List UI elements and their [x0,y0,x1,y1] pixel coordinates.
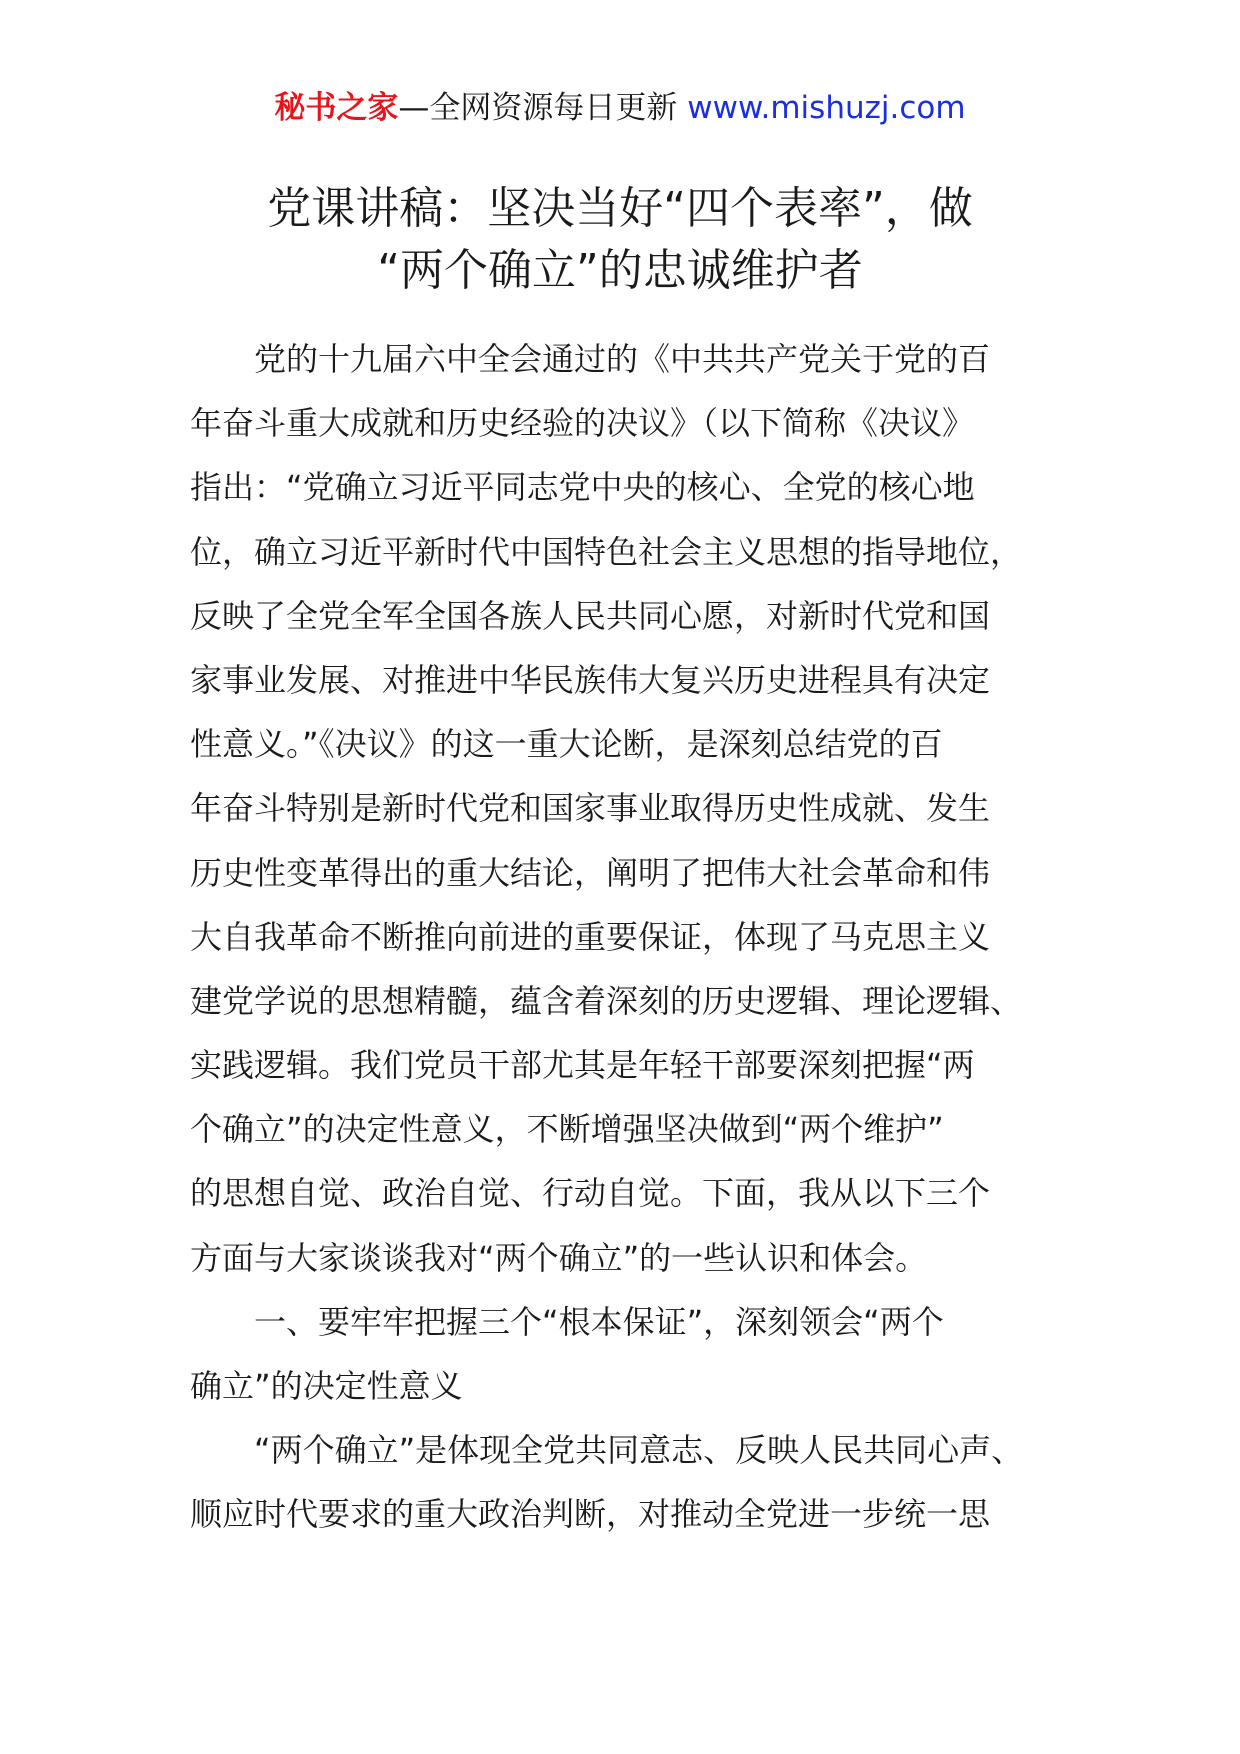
paragraph-line: 的思想自觉、政治自觉、行动自觉。下面，我从以下三个 [190,1174,991,1213]
paragraph-line: 性意义。”《决议》的这一重大论断，是深刻总结党的百 [190,725,943,764]
paragraph-line: 历史性变革得出的重大结论，阐明了把伟大社会革命和伟 [190,853,991,892]
section-heading-line: 确立”的决定性意义 [190,1367,463,1405]
site-header [0,86,1240,130]
title-line-1: 党课讲稿：坚决当好“四个表率”，做 [267,183,973,234]
paragraph-line: 指出：“党确立习近平同志党中央的核心、全党的核心地 [190,468,975,507]
paragraph-line: 党的十九届六中全会通过的《中共共产党关于党的百 [254,340,991,378]
document-title [190,178,1050,302]
site-url-link[interactable]: www.mishuzj.com [687,90,966,126]
paragraph-line: 大自我革命不断推向前进的重要保证，体现了马克思主义 [190,917,991,956]
paragraph-line: 方面与大家谈谈我对“两个确立”的一些认识和体会。 [190,1238,928,1277]
paragraph-line: 顺应时代要求的重大政治判断，对推动全党进一步统一思 [190,1495,991,1534]
document-body [190,327,1070,1547]
paragraph-line: 家事业发展、对推进中华民族伟大复兴历史进程具有决定 [190,660,991,699]
paragraph-line: 反映了全党全军全国各族人民共同心愿，对新时代党和国 [190,596,991,635]
paragraph-line: 位，确立习近平新时代中国特色社会主义思想的指导地位， [190,532,1023,571]
site-tagline: —全网资源每日更新 [398,90,678,126]
paragraph-line: 年奋斗重大成就和历史经验的决议》（以下简称《决议》 [190,404,975,443]
paragraph-line: 建党学说的思想精髓，蕴含着深刻的历史逻辑、理论逻辑、 [190,981,1023,1020]
paragraph-line: 个确立”的决定性意义，不断增强坚决做到“两个维护” [190,1110,944,1149]
title-line-2: “两个确立”的忠诚维护者 [377,245,863,296]
section-heading-line: 一、要牢牢把握三个“根本保证”，深刻领会“两个 [254,1302,944,1341]
site-brand: 秘书之家 [274,90,399,126]
paragraph-line: 年奋斗特别是新时代党和国家事业取得历史性成就、发生 [190,789,991,828]
paragraph-line: “两个确立”是体现全党共同意志、反映人民共同心声、 [254,1431,1024,1470]
paragraph-line: 实践逻辑。我们党员干部尤其是年轻干部要深刻把握“两 [190,1046,975,1085]
